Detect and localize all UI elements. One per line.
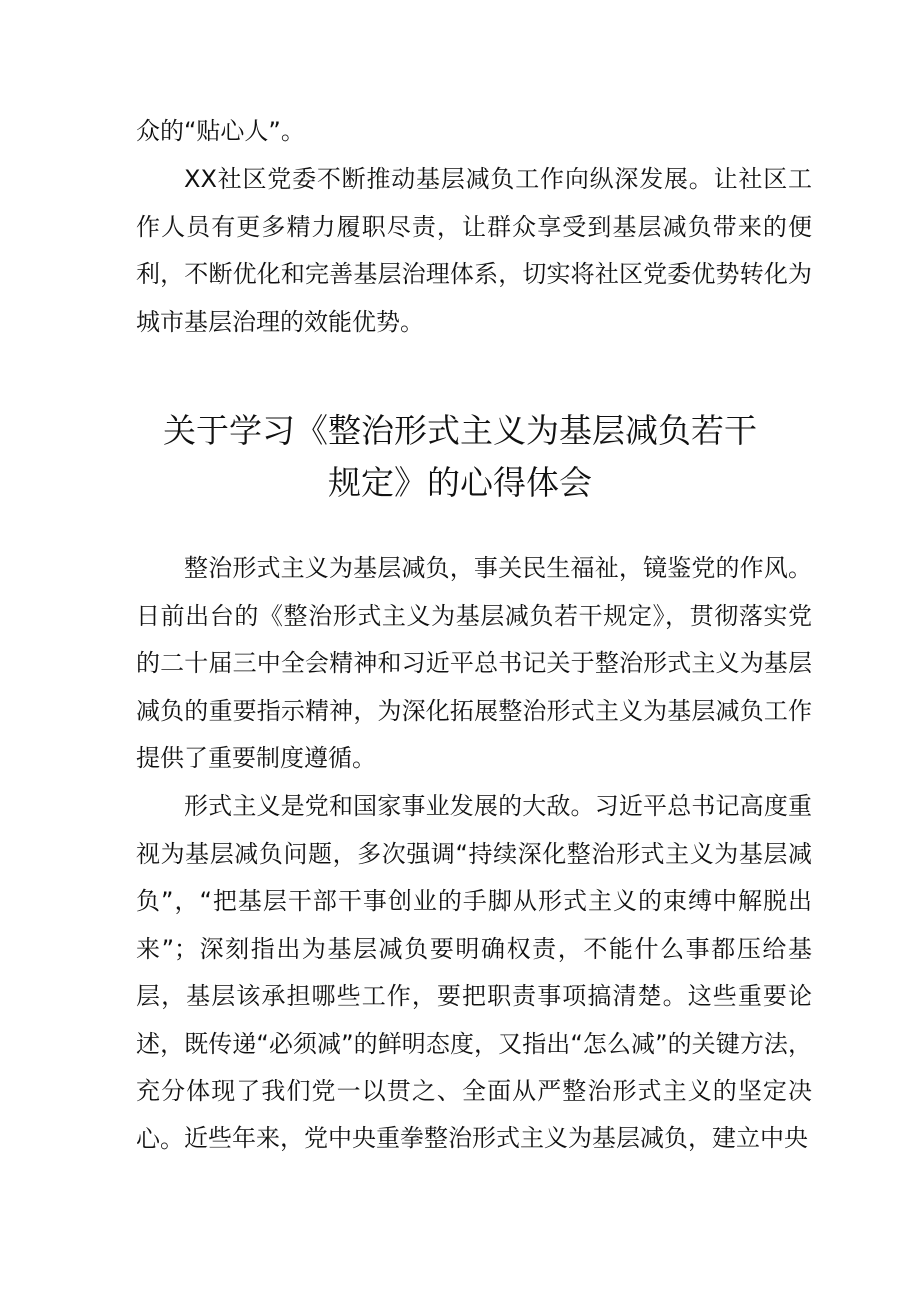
title-line-2: 规定》的心得体会: [328, 463, 592, 502]
document-title: [136, 405, 784, 509]
intro-paragraph: XX社区党委不断推动基层减负工作向纵深发展。让社区工作人员有更多精力履职尽责，让群众享受到基层减负带来的便利，不断优化和完善基层治理体系，切实将社区党委优势转化为城市基层治理的效能优势。: [136, 165, 812, 336]
body-paragraph-2: 形式主义是党和国家事业发展的大敌。习近平总书记高度重视为基层减负问题，多次强调“持续深化整治形式主义为基层减负”，“把基层干部干事创业的手脚从形式主义的束缚中解脱出来”；深刻指出为基层减负要明确权责，不能什么事都压给基层，基层该承担哪些工作，要把职责事项搞清楚。这些重要论述，既传递“必须减”的鲜明态度，又指出“怎么减”的关键方法，充分体现了我们党一以贯之、全面从严整治形式主义的坚定决心。: [136, 792, 812, 1153]
title-line-1: 关于学习《整治形式主义为基层减负若干: [163, 411, 757, 450]
body-paragraph-3: 近些年来，党中央重拳整治形式主义为基层减负，建立中央: [184, 1124, 808, 1152]
intro-tail-text: 众的“贴心人”。: [136, 117, 305, 145]
body-paragraph-1: 整治形式主义为基层减负，事关民生福祉，镜鉴党的作风。日前出台的《整治形式主义为基层减负若干规定》，贯彻落实党的二十届三中全会精神和习近平总书记关于整治形式主义为基层减负的重要指示精神，为深化拓展整治形式主义为基层减负工作提供了重要制度遵循。: [136, 554, 812, 772]
